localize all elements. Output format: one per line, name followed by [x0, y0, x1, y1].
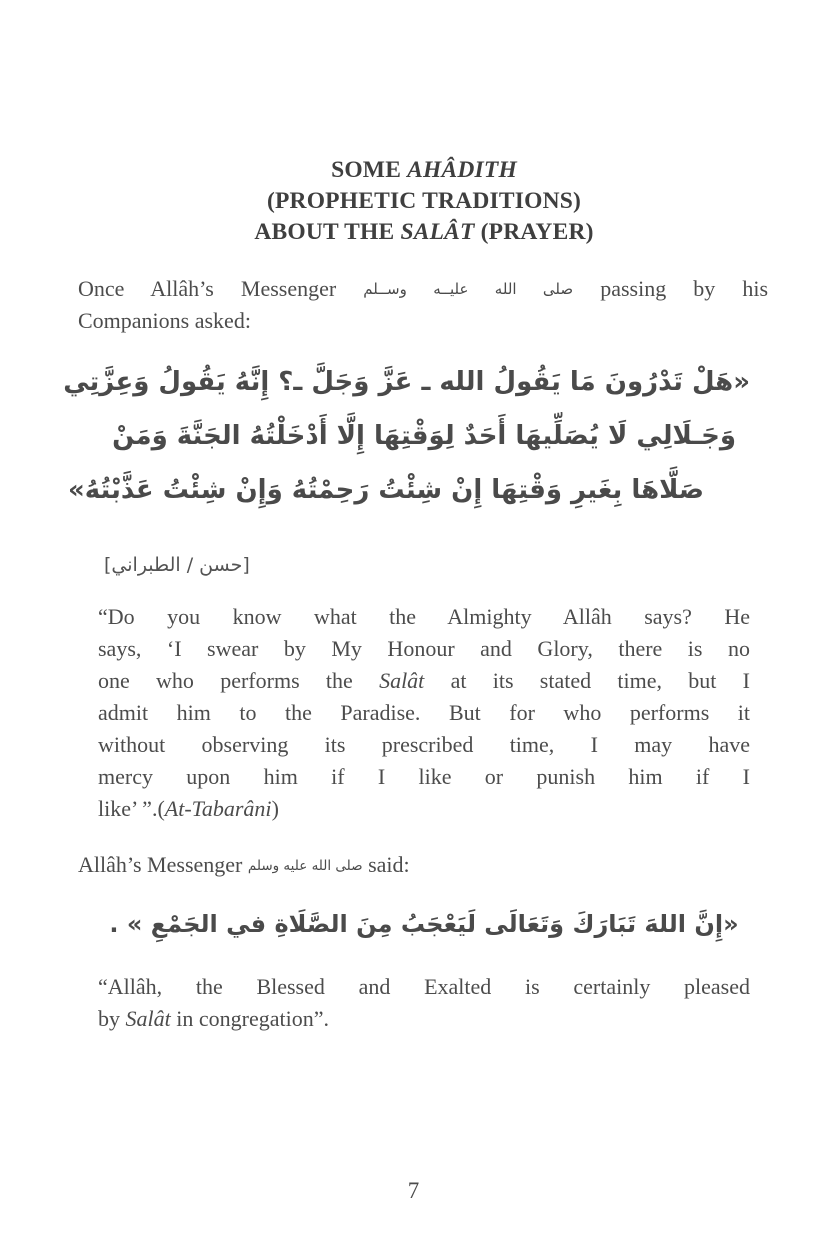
- translation-paragraph-1: [98, 601, 750, 825]
- arabic-hadith-1: [63, 355, 750, 517]
- translation-1-salat-italic: Salât: [379, 668, 425, 693]
- translation-2-line-2: [98, 1003, 750, 1035]
- translation-1-line-4: admit him to the Paradise. But for who performs it: [98, 700, 750, 725]
- translation-1-line-5: without observing its prescribed time, I may have: [98, 732, 750, 757]
- title-line-1-prefix: SOME: [331, 157, 408, 183]
- translation-1-line-3: [98, 665, 750, 697]
- intro-1-text-after: passing by his: [600, 276, 769, 301]
- translation-1-line-2: says, ‘I swear by My Honour and Glory, there is no: [98, 636, 750, 661]
- arabic-hadith-1-line-2: وَجَـلَالِي لَا يُصَلِّيهَا أَحَدٌ لِوَقْتِهَا إِلَّا أَدْخَلْتُهُ الجَنَّةَ وَمَنْ: [112, 421, 736, 451]
- translation-1-line-3-a: one who performs the: [98, 668, 380, 693]
- honorific-sallallahu-alayhi-wasallam: صلى الله عليــه وســلم: [363, 280, 574, 298]
- translation-1-line-6: mercy upon him if I like or punish him if I: [98, 764, 750, 789]
- arabic-hadith-2: [98, 902, 750, 946]
- page-number: 7: [407, 1178, 420, 1203]
- title-line-3-italic: SALÂT: [400, 219, 475, 245]
- intro-paragraph-1-line-1: [78, 273, 768, 305]
- intro-paragraph-1-line-2: Companions asked:: [78, 308, 251, 333]
- honorific-sallallahu-alayhi-wasallam-2: صلى الله عليه وسلم: [247, 858, 363, 874]
- translation-2-line-2-b: in congregation”.: [170, 1006, 329, 1031]
- title-line-1: [98, 155, 750, 186]
- title-line-2: (PROPHETIC TRADITIONS): [266, 188, 582, 214]
- translation-2-line-2-a: by: [98, 1006, 126, 1031]
- translation-1-attribution-italic: At-Tabarâni: [164, 796, 272, 821]
- translation-2-salat-italic: Salât: [125, 1006, 171, 1031]
- translation-1-line-7-b: ): [271, 796, 279, 821]
- page-title: [98, 155, 750, 248]
- intro-1-text-before: Once Allâh’s Messenger: [78, 276, 337, 301]
- arabic-hadith-1-line-1: «هَلْ تَدْرُونَ مَا يَقُولُ الله ـ عَزَّ وَجَلَّ ـ؟ إِنَّهُ يَقُولُ وَعِزَّتِي: [63, 367, 750, 397]
- intro-2-text-after: said:: [368, 852, 410, 877]
- translation-1-line-7-a: like’ ”.(: [98, 796, 165, 821]
- translation-1-line-7: [98, 793, 750, 825]
- title-line-3: [98, 217, 750, 248]
- translation-paragraph-2: [98, 971, 750, 1035]
- arabic-hadith-1-line-3: صَلَّاهَا بِغَيرِ وَقْتِهَا إِنْ شِئْتُ رَحِمْتُهُ وَإِنْ شِئْتُ عَذَّبْتُهُ»: [67, 475, 704, 505]
- arabic-hadith-2-line-1: «إِنَّ اللهَ تَبَارَكَ وَتَعَالَى لَيَعْجَبُ مِنَ الصَّلَاةِ في الجَمْعِ » .: [109, 910, 739, 938]
- translation-1-line-1: “Do you know what the Almighty Allâh says? He: [98, 604, 750, 629]
- title-line-3-suffix: (PRAYER): [474, 219, 594, 245]
- title-line-1-italic: AHÂDITH: [407, 157, 517, 183]
- title-line-3-prefix: ABOUT THE: [254, 219, 401, 245]
- intro-paragraph-2: [78, 849, 768, 882]
- translation-2-line-1: “Allâh, the Blessed and Exalted is certainly pleased: [98, 974, 750, 999]
- translation-1-line-3-b: at its stated time, but I: [424, 668, 750, 693]
- intro-2-text-before: Allâh’s Messenger: [78, 852, 243, 877]
- intro-paragraph-1: [78, 273, 768, 337]
- hadith-1-source-reference: [حسن / الطبراني]: [104, 554, 250, 576]
